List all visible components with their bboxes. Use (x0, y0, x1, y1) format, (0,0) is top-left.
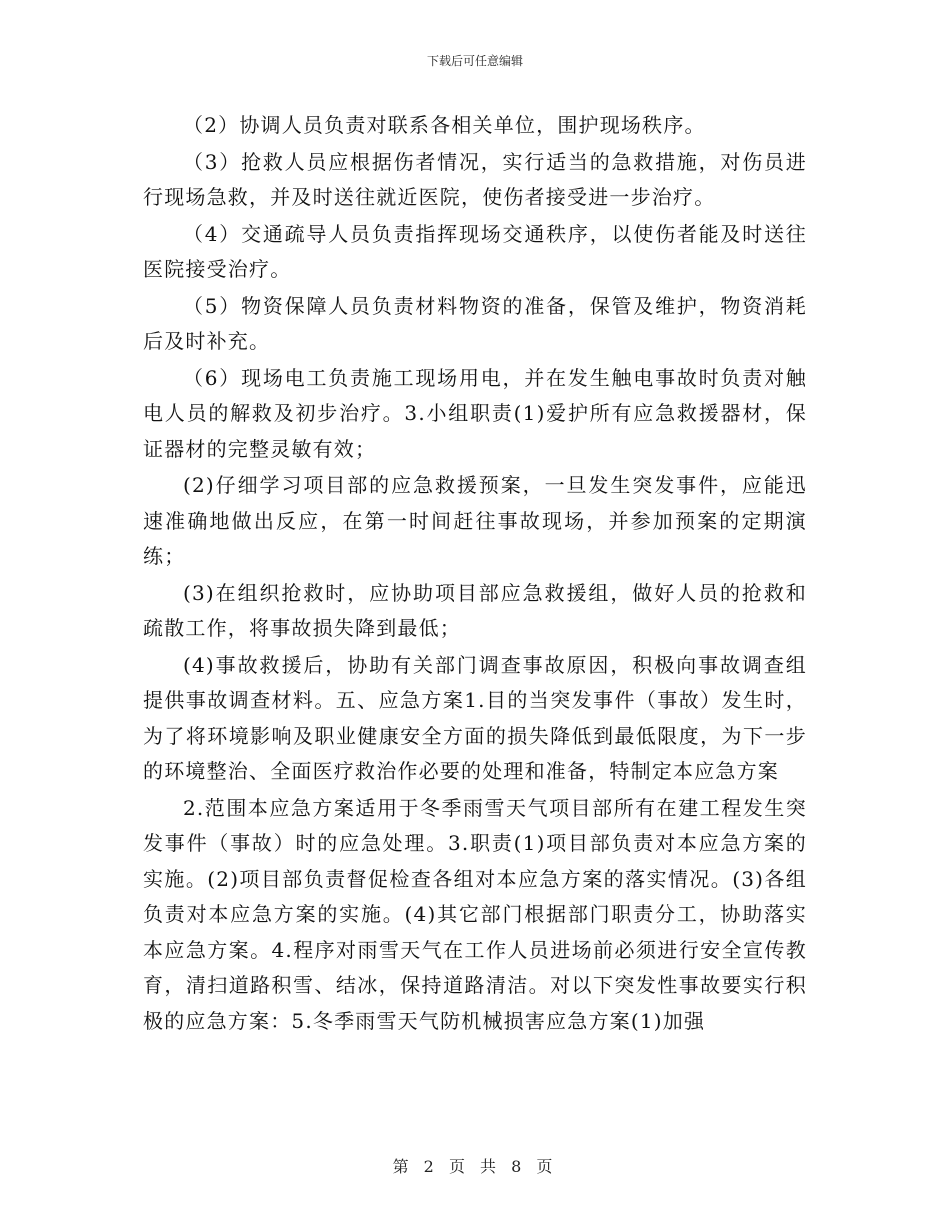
paragraph-3: （4）交通疏导人员负责指挥现场交通秩序，以使伤者能及时送往医院接受治疗。 (143, 221, 807, 281)
page-header: 下载后可任意编辑 (426, 54, 523, 68)
paragraph-1: （2）协调人员负责对联系各相关单位，围护现场秩序。 (183, 113, 706, 137)
paragraph-4: （5）物资保障人员负责材料物资的准备，保管及维护，物资消耗后及时补充。 (143, 293, 807, 353)
paragraph-9: 2.范围本应急方案适用于冬季雨雪天气项目部所有在建工程发生突发事件（事故）时的应急处理。3.职责(1)项目部负责对本应急方案的实施。(2)项目部负责督促检查各组对本应急方案的落实情况。(3)各组负责对本应急方案的实施。(4)其它部门根据部门职责分工，协助落实本应急方案。4.程序对雨雪天气在工作人员进场前必须进行安全宣传教育，清扫道路积雪、结冰，保持道路清洁。对以下突发性事故要实行积极的应急方案：5.冬季雨雪天气防机械损害应急方案(1)加强 (143, 795, 807, 1033)
paragraph-8: (4)事故救援后，协助有关部门调查事故原因，积极向事故调查组提供事故调查材料。五、应急方案1.目的当突发事件（事故）发生时，为了将环境影响及职业健康安全方面的损失降低到最低限度，为下一步的环境整治、全面医疗救治作必要的处理和准备，特制定本应急方案 (143, 652, 807, 783)
paragraph-2: （3）抢救人员应根据伤者情况，实行适当的急救措施，对伤员进行现场急救，并及时送往就近医院，使伤者接受进一步治疗。 (143, 149, 807, 209)
paragraph-7: (3)在组织抢救时，应协助项目部应急救援组，做好人员的抢救和疏散工作，将事故损失降到最低； (143, 580, 807, 640)
paragraph-6: (2)仔细学习项目部的应急救援预案，一旦发生突发事件，应能迅速准确地做出反应，在第一时间赶往事故现场，并参加预案的定期演练； (143, 473, 807, 568)
paragraph-5: （6）现场电工负责施工现场用电，并在发生触电事故时负责对触电人员的解救及初步治疗。3.小组职责(1)爱护所有应急救援器材，保证器材的完整灵敏有效； (143, 365, 807, 461)
document-body (143, 108, 807, 1040)
page-footer: 第 2 页 共 8 页 (392, 1157, 558, 1176)
